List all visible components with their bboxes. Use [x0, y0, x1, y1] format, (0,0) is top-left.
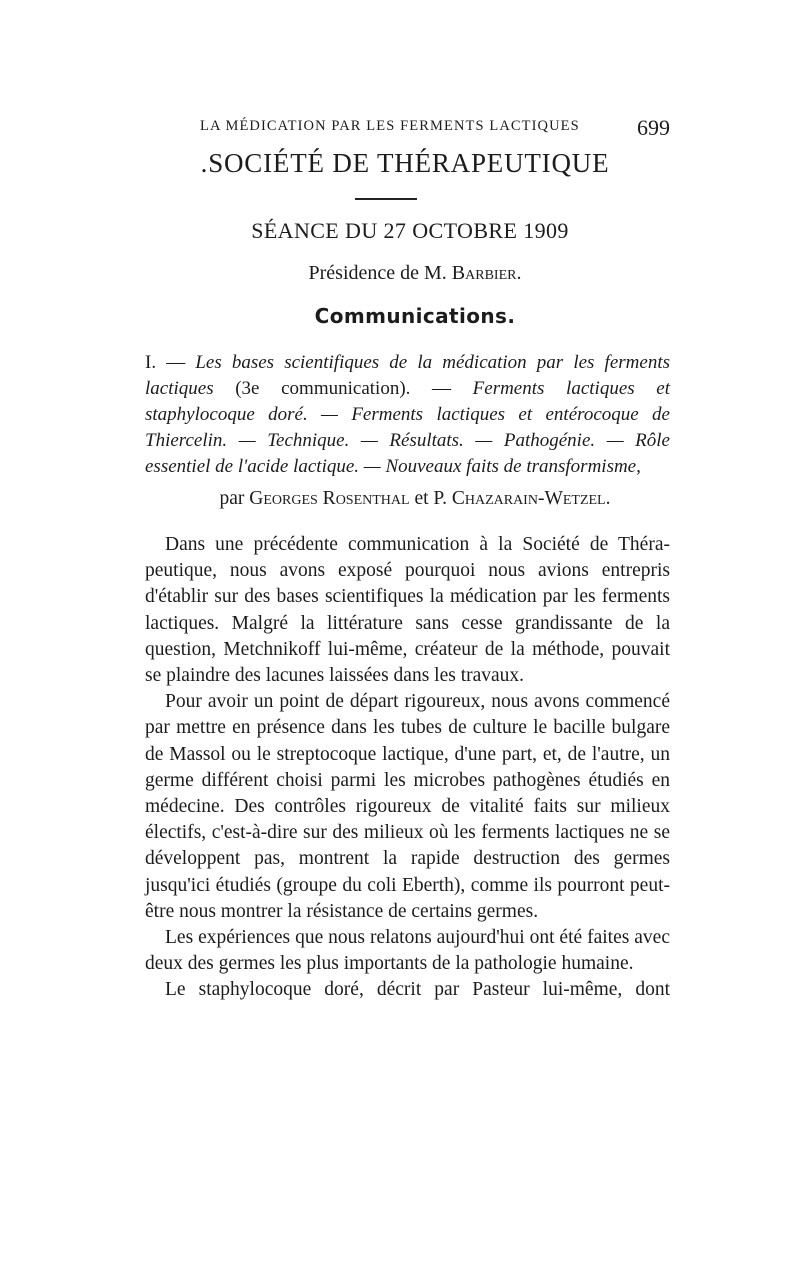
paragraph: Le staphylocoque doré, décrit par Pasteur lui-même, dont	[165, 979, 670, 1001]
authors-line	[0, 488, 800, 510]
page-number: 699	[637, 115, 670, 140]
communication-number: I. —	[145, 352, 196, 373]
society-title: .SOCIÉTÉ DE THÉRAPEUTIQUE	[200, 148, 610, 178]
running-head	[200, 116, 670, 138]
paragraph: Pour avoir un point de départ rigoureux, nous avons commencé par mettre en présence dans les tubes de culture le bacille bulgare de Massol ou le streptocoque lactique, d'une part, et, de l'autre, un germe différent choisi parmi les microbes pathogènes étudiés en médecine. Des contrôles rigoureux de vitalité faits sur milieux électifs, c'est-à-dire sur des milieux où les ferments lactiques ne se développent pas, montrent la rapide destruction des germes jusqu'ici étudiés (groupe du coli Eberth), comme ils pourront peut-être nous montrer la résistance de certains germes.	[145, 691, 670, 922]
communication-title-c: Ferments lactiques et staphylocoque doré. — Ferments lactiques et entérocoque de Thiercelin. — Technique. — Résultats. — Pathogénie. — Rôle essentiel de l'acide lactique. — Nouveaux faits de transformisme,	[145, 378, 670, 477]
paragraph: Les expériences que nous relatons aujourd'hui ont été faites avec deux des germes les plus importants de la pathologie humaine.	[145, 927, 670, 975]
author-2: P. Chazarain-Wetzel	[433, 488, 606, 509]
body-text	[145, 532, 670, 1004]
running-head-title: LA MÉDICATION PAR LES FERMENTS LACTIQUES	[200, 118, 580, 134]
seance-heading: SÉANCE DU 27 OCTOBRE 1909	[251, 218, 569, 243]
author-1: Georges Rosenthal	[249, 488, 410, 509]
paragraph: Dans une précédente communication à la Société de Thérapeutique, nous avons exposé pourquoi nous avions entrepris d'établir sur des bases scientifiques la médication par les ferments lactiques. Malgré la littérature sans cesse grandissante de la question, Metchnikoff lui-même, créateur de la méthode, pouvait se plaindre des lacunes laissées dans les travaux.	[145, 534, 670, 687]
authors-and: et	[409, 488, 434, 509]
presidence-line	[0, 262, 800, 285]
authors-suffix: .	[605, 488, 611, 509]
communication-title-b: (3e communication). —	[235, 378, 473, 399]
presidence-prefix: Présidence de M.	[308, 262, 452, 284]
authors-prefix: par	[219, 488, 250, 509]
president-name: Barbier	[451, 262, 517, 284]
communication-title-a: Les bases scientifiques de la médication par les ferments lactiques	[145, 352, 670, 399]
title-rule	[355, 198, 417, 200]
communications-heading: Communications.	[314, 304, 516, 328]
presidence-suffix: .	[516, 262, 522, 284]
communication-title	[145, 350, 670, 480]
